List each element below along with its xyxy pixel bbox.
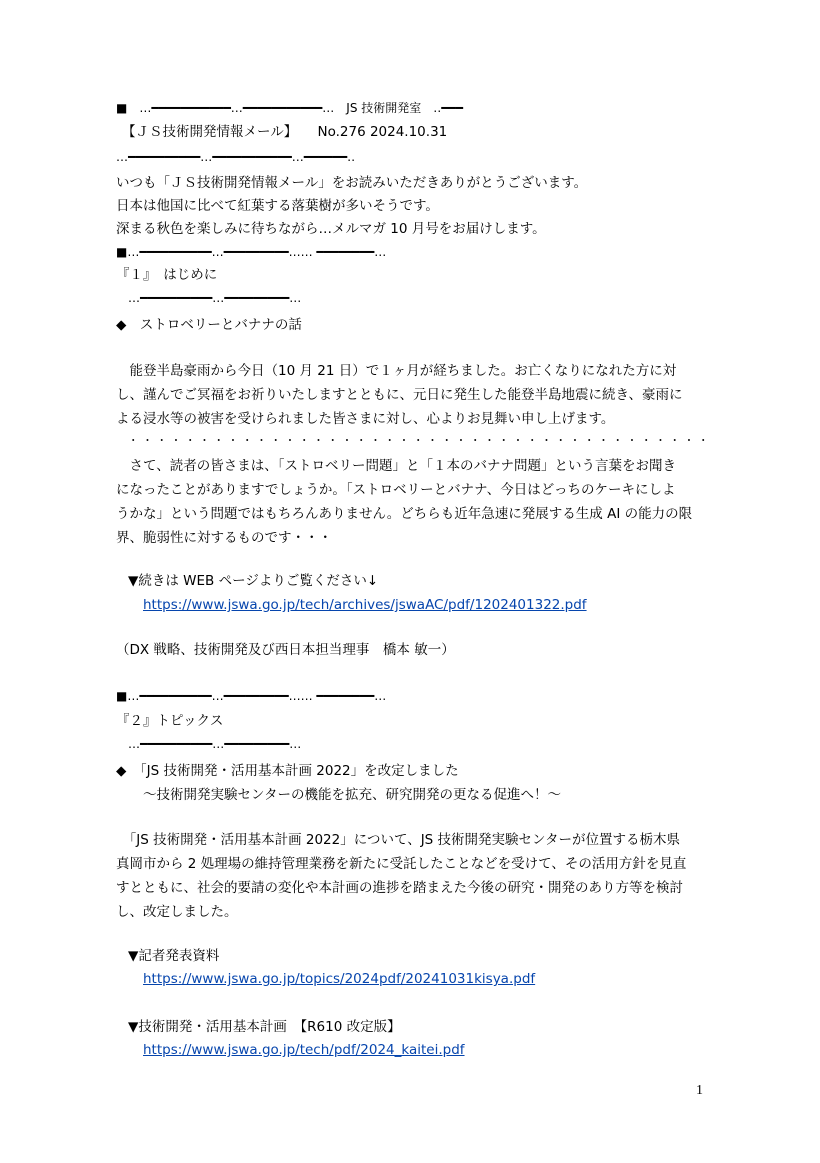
header-rule-bottom: …━━━━━━━━━━…━━━━━━━━━━━…━━━━━━‥ [116, 150, 356, 164]
paragraph-line: 「JS 技術開発・活用基本計画 2022」について、JS 技術開発実験センターが位置する栃木県 [116, 832, 681, 848]
section2-rule-bottom: …━━━━━━━━━━…━━━━━━━━━… [128, 737, 302, 751]
paragraph-line: すとともに、社会的要請の変化や本計画の進捗を踏まえた今後の研究・開発のあり方等を検討 [116, 880, 683, 896]
intro-line: いつも「ＪＳ技術開発情報メール」をお読みいただきありがとうございます。 [116, 175, 588, 191]
section1-rule-bottom: …━━━━━━━━━━…━━━━━━━━━… [128, 291, 302, 305]
paragraph-line: 能登半島豪雨から今日（10 月 21 日）で１ヶ月が経ちました。お亡くなりになれた方に対 [116, 363, 677, 379]
paragraph-line: し、謹んでご冥福をお祈りいたしますとともに、元日に発生した能登半島地震に続き、豪雨に [116, 387, 683, 403]
author-credit: （DX 戦略、技術開発及び西日本担当理事 橋本 敏一） [116, 642, 455, 658]
press-release-link[interactable]: https://www.jswa.go.jp/topics/2024pdf/20241031kisya.pdf [143, 971, 536, 987]
intro-line: 深まる秋色を楽しみに待ちながら…メルマガ 10 月号をお届けします。 [116, 221, 546, 237]
basic-plan-label: ▼技術開発・活用基本計画 【R610 改定版】 [128, 1019, 401, 1035]
dotted-separator: ・・・・・・・・・・・・・・・・・・・・・・・・・・・・・・・・・・・・・・・・・ [128, 434, 713, 447]
intro-line: 日本は他国に比べて紅葉する落葉樹が多いそうです。 [116, 198, 439, 214]
section2-item-title: ◆ 「JS 技術開発・活用基本計画 2022」を改定しました [116, 763, 459, 779]
paragraph-line: になったことがありますでしょうか。「ストロベリーとバナナ、今日はどっちのケーキにしよ [116, 482, 676, 498]
section2-item-subtitle: ～技術開発実験センターの機能を拡充、研究開発の更なる促進へ！～ [143, 787, 561, 803]
page-number: 1 [696, 1083, 703, 1098]
paragraph-line: 界、脆弱性に対するものです・・・ [116, 530, 332, 546]
press-release-label: ▼記者発表資料 [128, 948, 220, 964]
newsletter-title: 【ＪＳ技術開発情報メール】 No.276 2024.10.31 [122, 124, 448, 140]
section2-heading: 『２』トピックス [116, 713, 224, 729]
paragraph-line: よる浸水等の被害を受けられました皆さまに対し、心よりお見舞い申し上げます。 [116, 411, 615, 427]
read-more-link[interactable]: https://www.jswa.go.jp/tech/archives/jswaAC/pdf/1202401322.pdf [143, 597, 587, 613]
section1-rule-top: ■…━━━━━━━━━━…━━━━━━━━━…… ━━━━━━━━… [116, 245, 387, 259]
header-rule-top: ■ …━━━━━━━━━━━…━━━━━━━━━━━… JS 技術開発室 ‥━━━ [116, 101, 463, 115]
read-more-label: ▼続きは WEB ページよりご覧ください↓ [128, 573, 379, 589]
paragraph-line: うかな」という問題ではもちろんありません。どちらも近年急速に発展する生成 AI の能力の限 [116, 506, 693, 522]
basic-plan-link[interactable]: https://www.jswa.go.jp/tech/pdf/2024_kaitei.pdf [143, 1042, 465, 1058]
paragraph-line: し、改定しました。 [116, 904, 238, 920]
paragraph-line: 真岡市から 2 処理場の維持管理業務を新たに受託したことなどを受けて、その活用方針を見直 [116, 856, 687, 872]
section1-heading: 『１』 はじめに [116, 267, 218, 283]
section2-rule-top: ■…━━━━━━━━━━…━━━━━━━━━…… ━━━━━━━━… [116, 689, 387, 703]
section1-item-title: ◆ ストロベリーとバナナの話 [116, 317, 302, 333]
paragraph-line: さて、読者の皆さまは、「ストロベリー問題」と「１本のバナナ問題」という言葉をお聞き [116, 458, 676, 474]
